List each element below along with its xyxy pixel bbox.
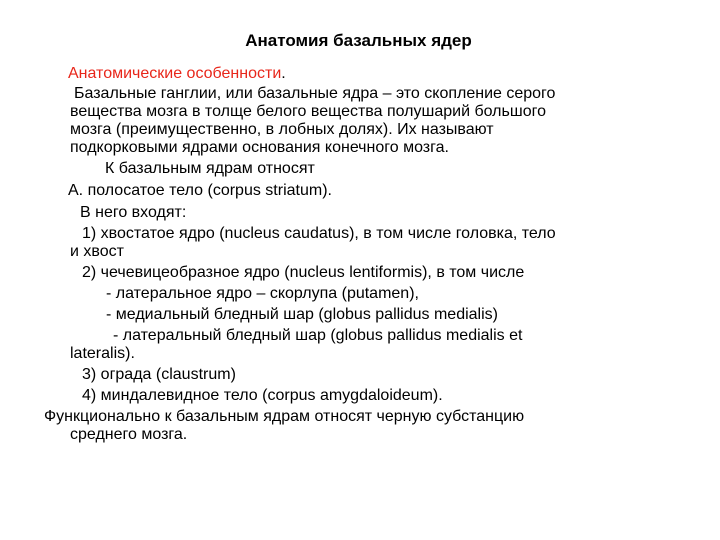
text-line: мозга (преимущественно, в лобных долях). Их называют <box>70 121 494 138</box>
text-line: подкорковыми ядрами основания конечного мозга. <box>70 139 449 156</box>
subheading-line <box>68 65 286 83</box>
text-line: Функционально к базальным ядрам относят черную субстанцию <box>44 408 525 425</box>
text-line: 3) ограда (claustrum) <box>82 366 236 383</box>
subheading: Анатомические особенности <box>68 65 282 82</box>
slide-title-text: Анатомия базальных ядер <box>245 31 472 50</box>
text-line: - латеральный бледный шар (globus pallidus medialis et <box>113 327 523 344</box>
text-line: А. полосатое тело (corpus striatum). <box>68 182 332 199</box>
text-line: - медиальный бледный шар (globus pallidus medialis) <box>106 306 498 323</box>
text-line: среднего мозга. <box>70 426 188 443</box>
subheading-suffix: . <box>281 65 286 82</box>
text-line: вещества мозга в толще белого вещества полушарий большого <box>70 103 546 120</box>
text-line: К базальным ядрам относят <box>105 160 315 177</box>
text-line: В него входят: <box>80 204 187 221</box>
text-line: lateralis). <box>70 345 135 362</box>
text-line: 4) миндалевидное тело (corpus amygdaloideum). <box>82 387 443 404</box>
slide-title <box>0 31 720 51</box>
text-line: - латеральное ядро – скорлупа (putamen), <box>106 285 419 302</box>
text-line: 2) чечевицеобразное ядро (nucleus lentiformis), в том числе <box>82 264 525 281</box>
text-line: 1) хвостатое ядро (nucleus caudatus), в том числе головка, тело <box>82 225 556 242</box>
text-line: Базальные ганглии, или базальные ядра – это скопление серого <box>74 85 556 102</box>
text-line: и хвост <box>70 243 124 260</box>
